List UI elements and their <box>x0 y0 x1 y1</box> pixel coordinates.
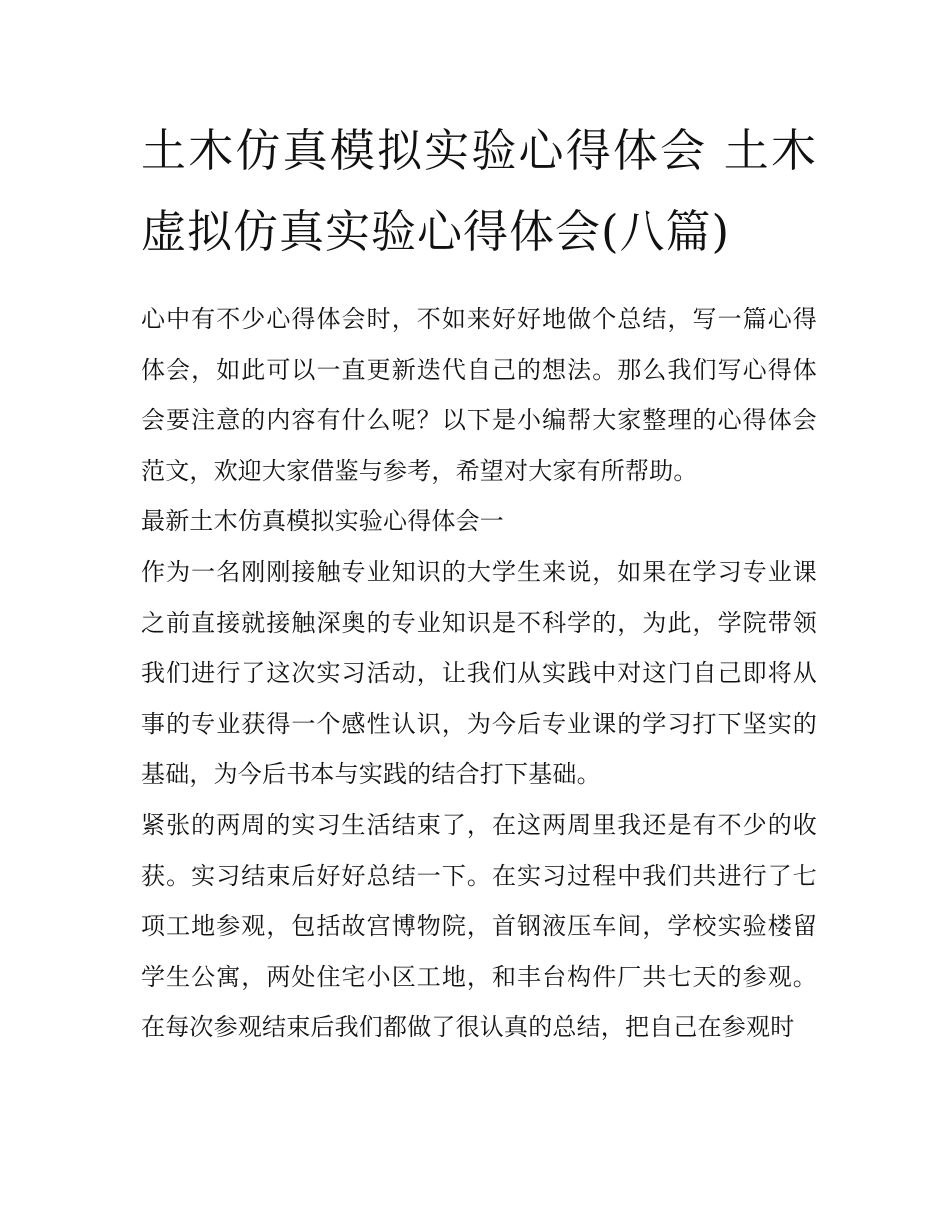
document-title: 土木仿真模拟实验心得体会 土木虚拟仿真实验心得体会(八篇) <box>141 124 817 258</box>
document-body <box>141 294 817 1053</box>
document-page <box>141 110 817 1053</box>
body-paragraph: 作为一名刚刚接触专业知识的大学生来说，如果在学习专业课之前直接就接触深奥的专业知识是不科学的，为此，学院带领我们进行了这次实习活动，让我们从实践中对这门自己即将从事的专业获得一个感性认识，为今后专业课的学习打下坚实的基础，为今后书本与实践的结合打下基础。 <box>141 557 817 789</box>
intro-paragraph: 心中有不少心得体会时，不如来好好地做个总结，写一篇心得体会，如此可以一直更新迭代自己的想法。那么我们写心得体会要注意的内容有什么呢？以下是小编帮大家整理的心得体会范文，欢迎大家借鉴与参考，希望对大家有所帮助。 <box>141 305 817 485</box>
body-paragraph: 紧张的两周的实习生活结束了，在这两周里我还是有不少的收获。实习结束后好好总结一下。在实习过程中我们共进行了七项工地参观，包括故宫博物院，首钢液压车间，学校实验楼留学生公寓，两处住宅小区工地，和丰台构件厂共七天的参观。在每次参观结束后我们都做了很认真的总结，把自己在参观时 <box>141 810 817 1042</box>
section-heading: 最新土木仿真模拟实验心得体会一 <box>141 507 504 536</box>
